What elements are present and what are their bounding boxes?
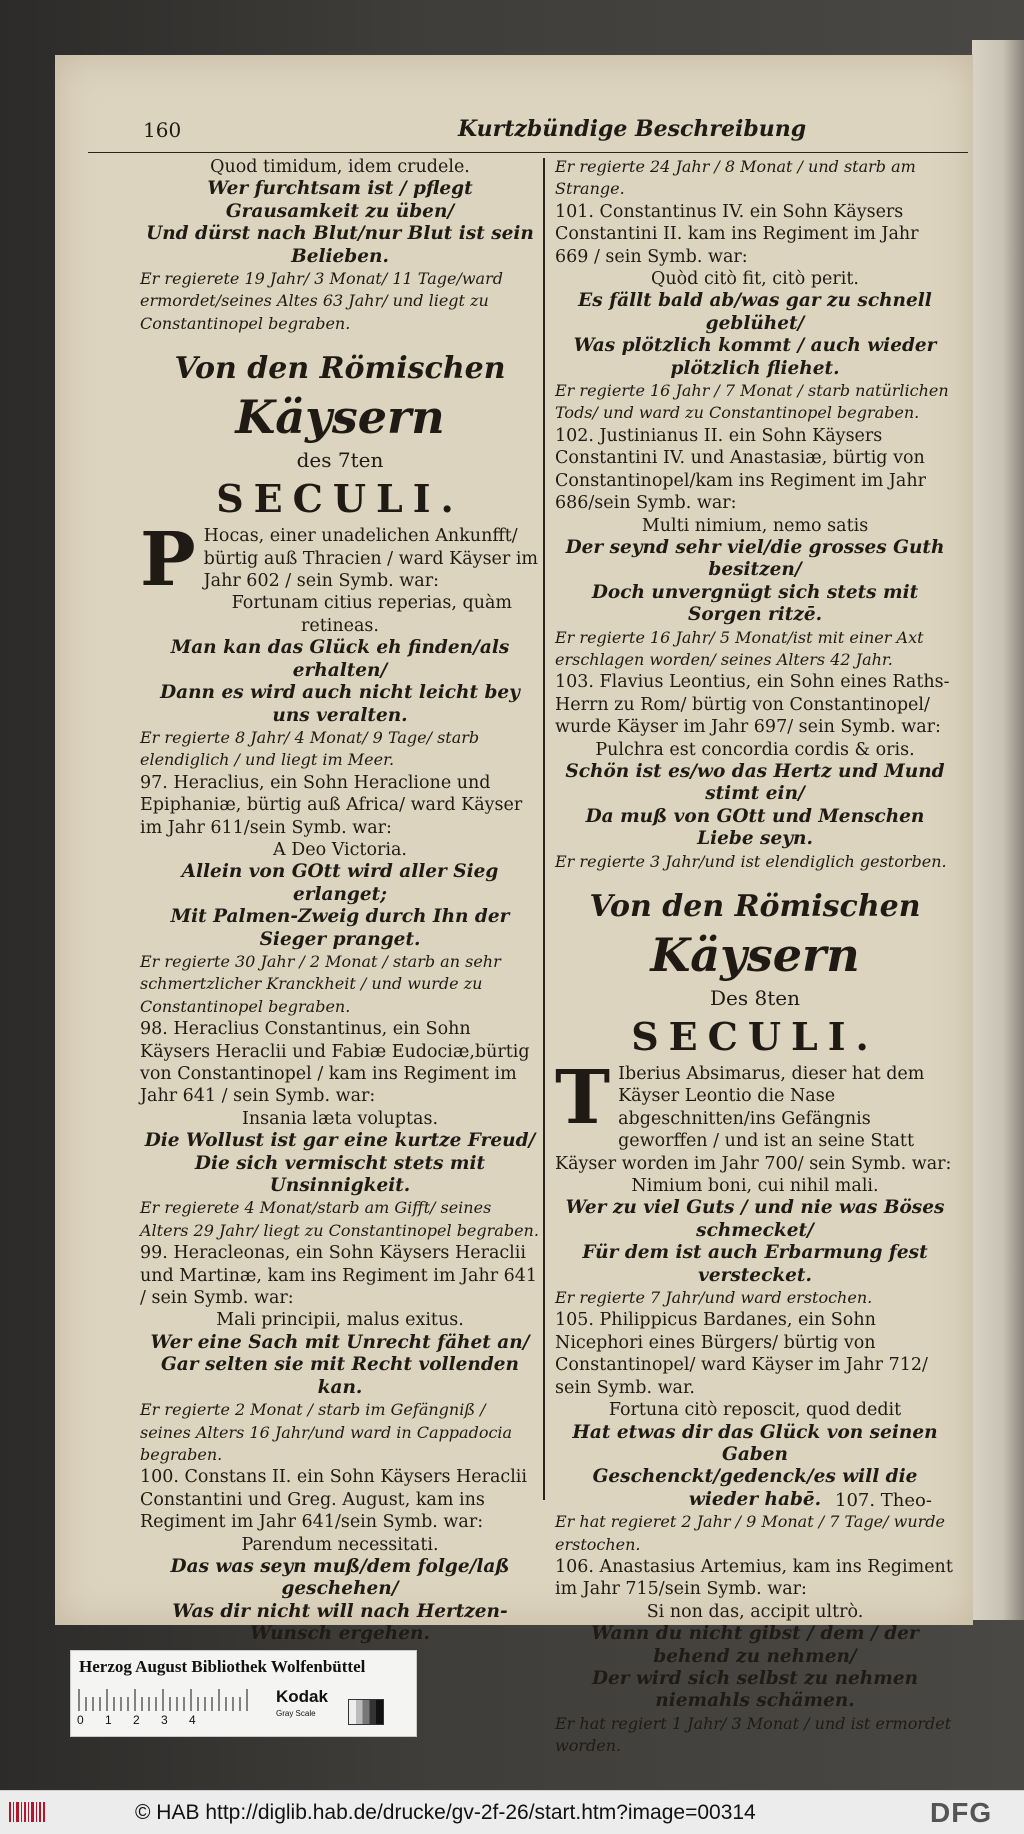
verse-line: Es fällt bald ab/was gar zu schnell geblühet/ [578, 290, 932, 334]
latin-motto: A Deo Victoria. [273, 839, 407, 860]
latin-motto: Fortunam citius reperias, quàm retineas. [231, 593, 513, 636]
entry-tiberius [555, 1055, 955, 1175]
ruler-numbers [77, 1713, 277, 1727]
verse-line: Man kan das Glück eh finden/als erhalten/ [170, 637, 510, 681]
heading-kaysern: Käysern [235, 390, 445, 445]
ruler-number: 1 [105, 1713, 112, 1727]
drop-capital: P [140, 517, 196, 604]
verse-line: Der seynd sehr viel/die grosses Guth besitzen/ [565, 536, 945, 581]
section-heading [140, 349, 540, 523]
ruler-number: 2 [133, 1713, 140, 1727]
heading-seculi: SECULI. [216, 476, 464, 522]
footer-bar [0, 1790, 1024, 1834]
library-name: Herzog August Bibliothek Wolfenbüttel [79, 1657, 366, 1676]
page-number: 160 [143, 118, 182, 142]
source-url[interactable]: © HAB http://diglib.hab.de/drucke/gv-2f-26/start.htm?image=00314 [135, 1801, 756, 1824]
latin-motto: Insania læta voluptas. [241, 1108, 439, 1129]
entry-text: Hocas, einer unadelichen Ankunfft/ bürtig auß Thracien / ward Käyser im Jahr 602 / sein Symb. war: [203, 526, 539, 592]
heading-seculi: SECULI. [631, 1014, 879, 1059]
latin-motto: Mali principii, malus exitus. [216, 1310, 464, 1331]
reign-note: Er regierete 4 Monat/starb am Gifft/ seines Alters 29 Jahr/ liegt zu Constantinopel begraben. [140, 1198, 539, 1240]
verse-line: Was plötzlich kommt / auch wieder plötzlich fliehet. [573, 335, 937, 379]
verse-line: Und dürst nach Blut/nur Blut ist sein Belieben. [146, 223, 534, 267]
verse-line: Wer zu viel Guts / und nie was Böses schmecket/ [565, 1197, 945, 1241]
verse-line: Das was seyn muß/dem folge/laß geschehen/ [170, 1555, 510, 1600]
entry-text: 100. Constans II. ein Sohn Käysers Heraclii Constantini und Greg. August, kam ins Regiment im Jahr 641/sein Symb. war: [140, 1467, 527, 1533]
barcode-logo-icon [8, 1800, 48, 1824]
verse-line: Was dir nicht will nach Hertzen-Wunsch ergehen. [172, 1600, 508, 1645]
gray-scale-label: Gray Scale [276, 1709, 316, 1718]
verse-line: Dann es wird auch nicht leicht bey uns veralten. [160, 682, 520, 726]
left-column [140, 156, 540, 1646]
verse-line: Für dem ist auch Erbarmung fest verstecket. [582, 1242, 928, 1286]
right-column [555, 156, 955, 1758]
entry-phocas [140, 517, 540, 604]
latin-motto: Nimium boni, cui nihil mali. [631, 1176, 879, 1197]
reign-note: Er regierete 19 Jahr/ 3 Monat/ 11 Tage/ward ermordet/seines Altes 63 Jahr/ und liegt zu Constantinopel begraben. [140, 269, 503, 333]
entry-text: 101. Constantinus IV. ein Sohn Käysers Constantini II. kam ins Regiment im Jahr 669 / sein Symb. war: [555, 201, 919, 267]
heading-von: Von den Römischen [174, 351, 506, 387]
reign-note: Er regierte 16 Jahr/ 5 Monat/ist mit einer Axt erschlagen worden/ seines Alters 42 Jahr. [555, 627, 924, 669]
latin-motto: Quod timidum, idem crudele. [210, 157, 470, 177]
library-label-card [70, 1650, 417, 1737]
verse-line: Geschenckt/gedenck/es will die wieder habē. [592, 1466, 918, 1510]
latin-motto: Quòd citò fit, citò perit. [651, 269, 859, 290]
latin-motto: Pulchra est concordia cordis & oris. [595, 739, 915, 760]
next-page-edge [972, 40, 1024, 1620]
ruler-number: 3 [161, 1713, 168, 1727]
heading-kaysern: Käysern [650, 928, 860, 982]
reign-note: Er hat regieret 2 Jahr / 9 Monat / 7 Tage/ wurde erstochen. [555, 1512, 945, 1554]
reign-note: Er hat regiert 1 Jahr/ 3 Monat / und ist ermordet worden. [555, 1713, 952, 1756]
reign-note: Er regierte 7 Jahr/und ward erstochen. [555, 1288, 873, 1308]
reign-note: Er regierte 8 Jahr/ 4 Monat/ 9 Tage/ starb elendiglich / und liegt im Meer. [140, 727, 480, 770]
entry-text: 98. Heraclius Constantinus, ein Sohn Käysers Heraclii und Fabiæ Eudociæ,bürtig von Constantinopel / kam ins Regiment im Jahr 641 / sein Symb. war: [140, 1019, 530, 1107]
reign-note: Er regierte 16 Jahr / 7 Monat / starb natürlichen Tods/ und ward zu Constantinopel begraben. [555, 381, 949, 423]
section-heading [555, 887, 955, 1061]
verse-line: Wer eine Sach mit Unrecht fähet an/ [150, 1331, 530, 1353]
drop-capital: T [555, 1055, 611, 1141]
verse-line: Der wird sich selbst zu nehmen niemahls schämen. [591, 1667, 919, 1712]
page-header [88, 112, 968, 153]
verse-line: Hat etwas dir das Glück von seinen Gaben [572, 1421, 938, 1465]
latin-motto: Parendum necessitati. [241, 1534, 439, 1555]
latin-motto: Fortuna citò reposcit, quod dedit [608, 1400, 902, 1421]
latin-motto: Si non das, accipit ultrò. [646, 1601, 864, 1622]
entry-text: 106. Anastasius Artemius, kam ins Regiment im Jahr 715/sein Symb. war: [555, 1556, 953, 1600]
verse-line: Da muß von GOtt und Menschen Liebe seyn. [585, 805, 925, 850]
kodak-logo: Kodak [276, 1687, 328, 1706]
verse-line: Mit Palmen-Zweig durch Ihn der Sieger pranget. [170, 906, 510, 950]
entry-text: 99. Heracleonas, ein Sohn Käysers Heraclii und Martinæ, kam ins Regiment im Jahr 641 / sein Symb. war: [140, 1243, 538, 1309]
entry-text: 103. Flavius Leontius, ein Sohn eines Raths-Herrn zu Rom/ bürtig von Constantinopel/ wurde Käyser im Jahr 697/ sein Symb. war: [555, 672, 950, 738]
heading-von: Von den Römischen [589, 889, 921, 924]
gray-scale-swatch [348, 1699, 384, 1725]
entry-text: 102. Justinianus II. ein Sohn Käysers Constantini IV. und Anastasiæ, bürtig von Constantinopel/kam ins Regiment im Jahr 686/sein Symb. war: [555, 425, 926, 514]
dfg-logo: DFG [930, 1797, 993, 1828]
entry-text: Iberius Absimarus, dieser hat dem Käyser Leontio die Nase abgeschnitten/ins Gefängnis geworffen / und ist an seine Statt Käyser worden im Jahr 700/ sein Symb. war: [555, 1064, 952, 1174]
ruler-number: 0 [77, 1713, 84, 1727]
verse-line: Schön ist es/wo das Hertz und Mund stimt ein/ [565, 760, 945, 805]
heading-century: Des 8ten [710, 986, 800, 1010]
verse-line: Gar selten sie mit Recht vollenden kan. [160, 1354, 519, 1398]
verse-line: Doch unvergnügt sich stets mit Sorgen ritzē. [591, 581, 919, 626]
catchword: 107. Theo- [835, 1490, 932, 1511]
heading-century: des 7ten [296, 448, 384, 473]
verse-line: Wann du nicht gibst / dem / der behend zu nehmen/ [591, 1623, 919, 1667]
verse-line: Die sich vermischt stets mit Unsinnigkeit. [194, 1152, 486, 1197]
running-title: Kurtzbündige Beschreibung [458, 116, 807, 142]
ruler-icon [77, 1689, 267, 1711]
reign-note: Er regierte 24 Jahr / 8 Monat / und starb am Strange. [555, 157, 916, 199]
reign-note: Er regierte 30 Jahr / 2 Monat / starb an sehr schmertzlicher Kranckheit / und wurde zu Constantinopel begraben. [140, 951, 501, 1016]
reign-note: Er regierte 3 Jahr/und ist elendiglich gestorben. [555, 851, 947, 871]
ruler-number: 4 [189, 1713, 196, 1727]
verse-line: Allein von GOtt wird aller Sieg erlanget; [181, 861, 499, 905]
column-divider [543, 158, 545, 1500]
latin-motto: Multi nimium, nemo satis [641, 515, 869, 536]
entry-text: 97. Heraclius, ein Sohn Heraclione und Epiphaniæ, bürtig auß Africa/ ward Käyser im Jahr 611/sein Symb. war: [140, 772, 523, 838]
verse-line: Die Wollust ist gar eine kurtze Freud/ [144, 1130, 536, 1152]
entry-text: 105. Philippicus Bardanes, ein Sohn Nicephori eines Bürgers/ bürtig von Constantinopel/ ward Käyser im Jahr 712/ sein Symb. war. [555, 1310, 928, 1398]
reign-note: Er regierte 2 Monat / starb im Gefängniß / seines Alters 16 Jahr/und ward in Cappadocia begraben. [140, 1400, 513, 1464]
verse-line: Wer furchtsam ist / pflegt Grausamkeit zu üben/ [207, 178, 473, 222]
